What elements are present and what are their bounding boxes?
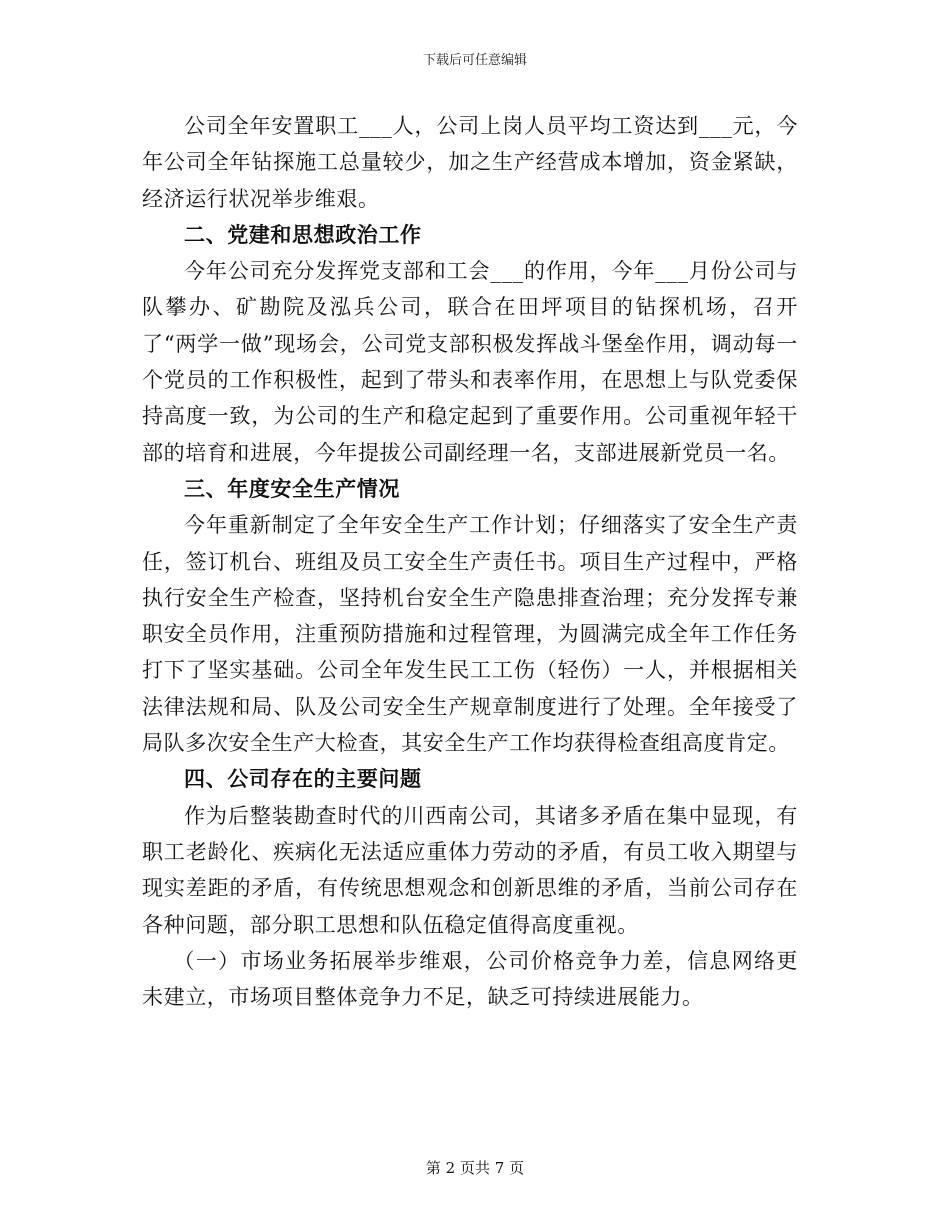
section-heading-party-building: 二、党建和思想政治工作 <box>184 221 422 247</box>
paragraph-staffing: 公司全年安置职工___人，公司上岗人员平均工资达到___元，今年公司全年钻探施工总量较少，加之生产经营成本增加，资金紧缺，经济运行状况举步维艰。 <box>142 114 798 211</box>
paragraph-problems: 作为后整装勘查时代的川西南公司，其诸多矛盾在集中显现，有职工老龄化、疾病化无法适应重体力劳动的矛盾，有员工收入期望与现实差距的矛盾，有传统思想观念和创新思维的矛盾，当前公司存在各种问题，部分职工思想和队伍稳定值得高度重视。 <box>142 803 798 937</box>
section-heading-safety: 三、年度安全生产情况 <box>184 475 400 501</box>
paragraph-safety: 今年重新制定了全年安全生产工作计划；仔细落实了安全生产责任，签订机台、班组及员工安全生产责任书。项目生产过程中，严格执行安全生产检查，坚持机台安全生产隐患排查治理；充分发挥专兼职安全员作用，注重预防措施和过程管理，为圆满完成全年工作任务打下了坚实基础。公司全年发生民工工伤（轻伤）一人，并根据相关法律法规和局、队及公司安全生产规章制度进行了处理。全年接受了局队多次安全生产大检查，其安全生产工作均获得检查组高度肯定。 <box>142 513 798 756</box>
paragraph-party-building: 今年公司充分发挥党支部和工会___的作用，今年___月份公司与队攀办、矿勘院及泓兵公司，联合在田坪项目的钻探机场，召开了“两学一做”现场会，公司党支部积极发挥战斗堡垒作用，调动每一个党员的工作积极性，起到了带头和表率作用，在思想上与队党委保持高度一致，为公司的生产和稳定起到了重要作用。公司重视年轻干部的培育和进展，今年提拔公司副经理一名，支部进展新党员一名。 <box>142 259 798 465</box>
page-number: 第 2 页共 7 页 <box>425 1159 525 1177</box>
page-header: 下载后可任意编辑 <box>422 53 527 68</box>
document-body <box>142 108 798 1015</box>
section-heading-problems: 四、公司存在的主要问题 <box>184 766 422 792</box>
paragraph-market-issue: （一）市场业务拓展举步维艰，公司价格竞争力差，信息网络更未建立，市场项目整体竞争力不足，缺乏可持续进展能力。 <box>142 948 798 1010</box>
